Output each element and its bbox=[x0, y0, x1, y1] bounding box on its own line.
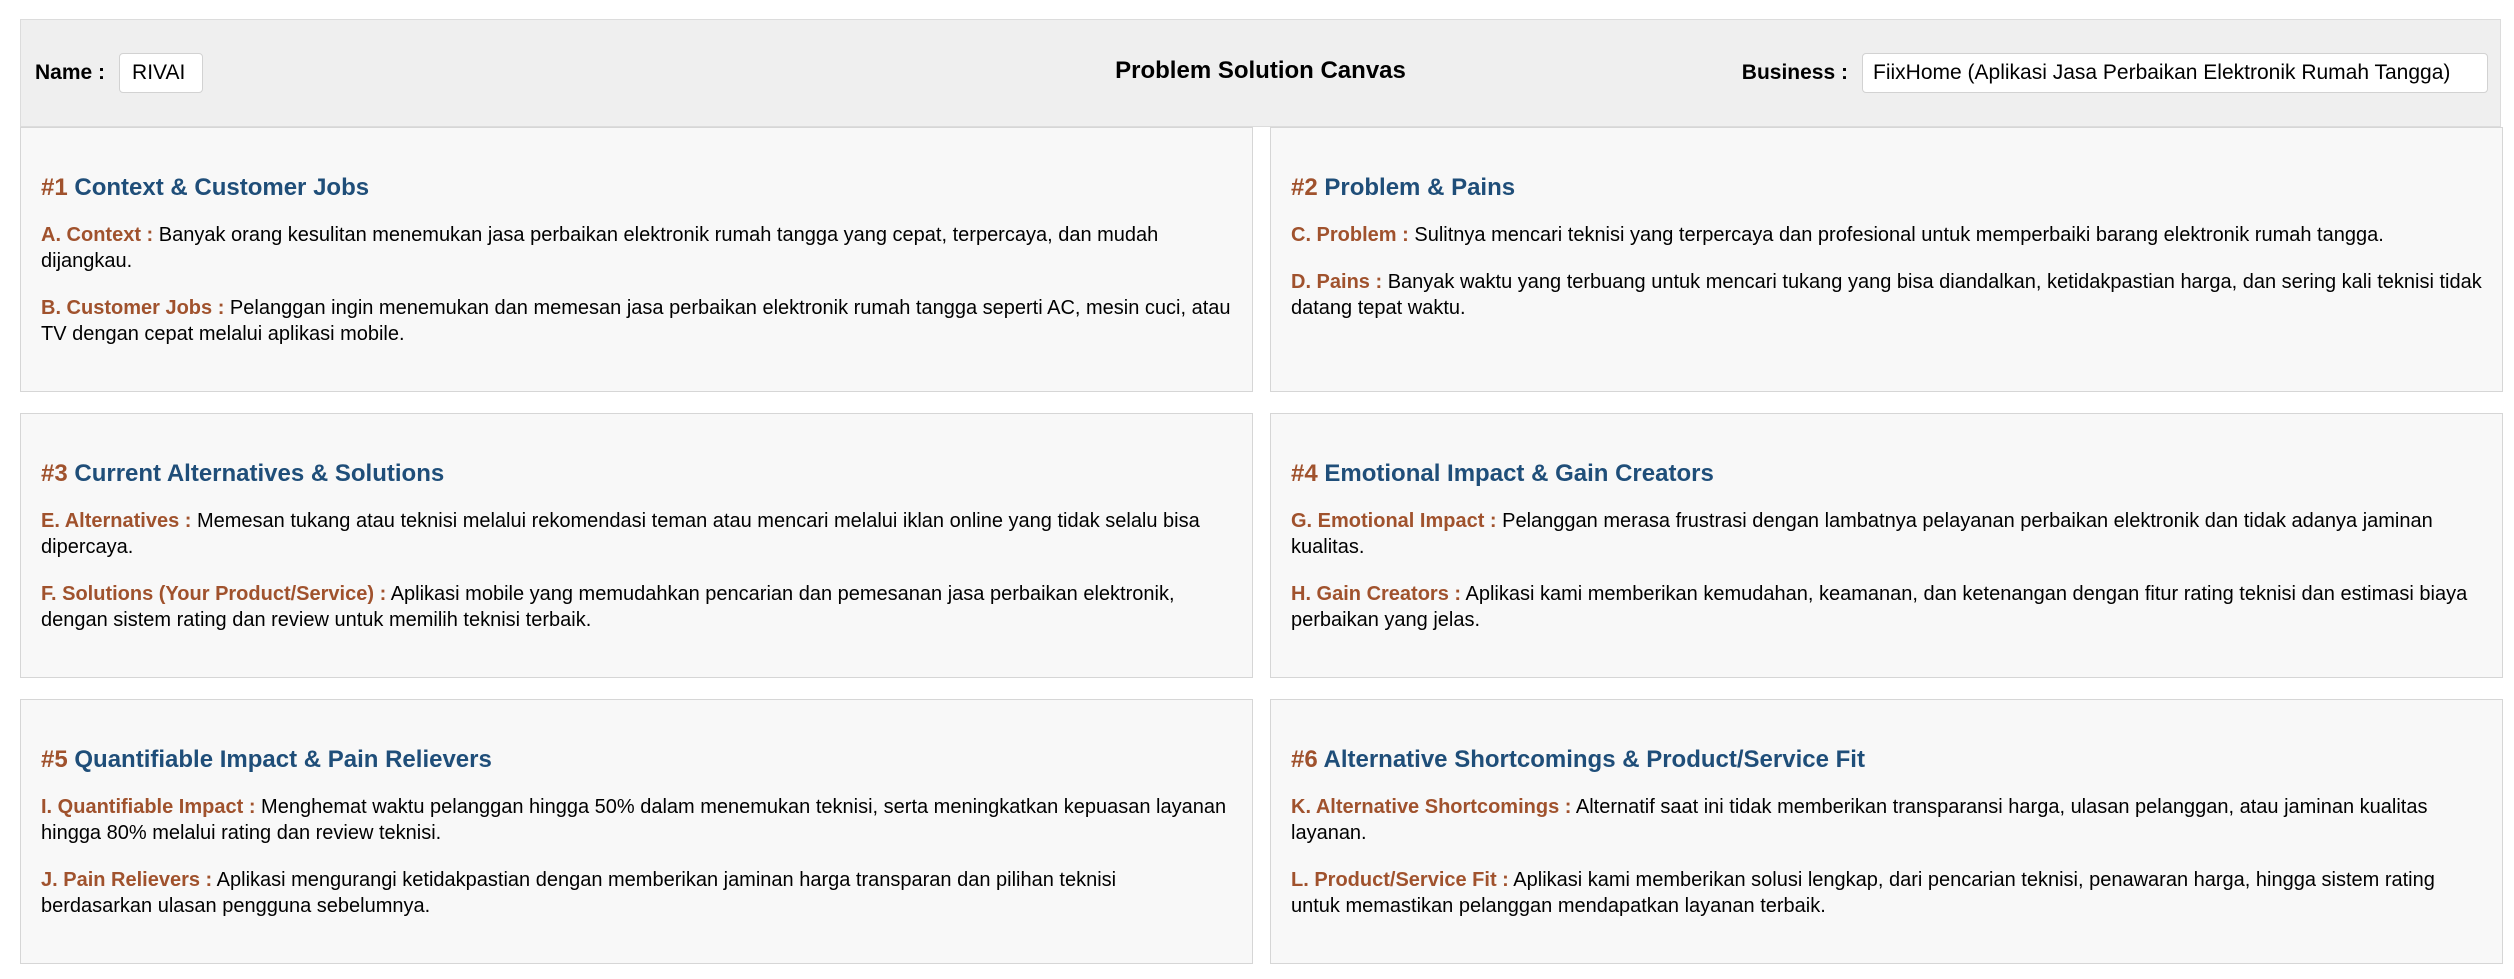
section-title: Quantifiable Impact & Pain Relievers bbox=[74, 746, 492, 773]
item-label: E. Alternatives : bbox=[41, 510, 192, 532]
item-text: Banyak waktu yang terbuang untuk mencari tukang yang bisa diandalkan, ketidakpastian harga, dan sering kali teknisi tidak datang tepat waktu. bbox=[1291, 271, 2482, 319]
item-text: Aplikasi mobile yang memudahkan pencarian dan pemesanan jasa perbaikan elektronik, dengan sistem rating dan review untuk memilih teknisi terbaik. bbox=[41, 583, 1175, 631]
item-label: I. Quantifiable Impact : bbox=[41, 796, 256, 818]
item-text: Aplikasi mengurangi ketidakpastian dengan memberikan jaminan harga transparan dan pilihan teknisi berdasarkan ulasan pengguna sebelumnya. bbox=[41, 869, 1117, 917]
section-heading bbox=[1291, 460, 2482, 488]
canvas-header bbox=[20, 19, 2501, 127]
section-title: Current Alternatives & Solutions bbox=[74, 460, 445, 487]
item-quantifiable-impact bbox=[41, 794, 1232, 846]
section-current-alternatives-solutions bbox=[20, 413, 1253, 678]
item-label: D. Pains : bbox=[1291, 271, 1383, 293]
item-problem bbox=[1291, 222, 2482, 248]
section-problem-pains bbox=[1270, 127, 2503, 392]
item-emotional-impact bbox=[1291, 508, 2482, 560]
section-number: #6 bbox=[1291, 746, 1318, 773]
item-context bbox=[41, 222, 1232, 274]
canvas-grid bbox=[20, 127, 2501, 963]
item-text: Aplikasi kami memberikan kemudahan, keamanan, dan ketenangan dengan fitur rating teknisi dan estimasi biaya perbaikan yang jelas. bbox=[1291, 583, 2468, 631]
name-input[interactable] bbox=[119, 53, 203, 93]
section-number: #5 bbox=[41, 746, 68, 773]
item-text: Banyak orang kesulitan menemukan jasa perbaikan elektronik rumah tangga yang cepat, terpercaya, dan mudah dijangkau. bbox=[41, 224, 1159, 272]
section-title: Emotional Impact & Gain Creators bbox=[1324, 460, 1714, 487]
item-text: Memesan tukang atau teknisi melalui rekomendasi teman atau mencari melalui iklan online yang tidak selalu bisa dipercaya. bbox=[41, 510, 1200, 558]
name-field-group bbox=[35, 53, 203, 93]
item-text: Aplikasi kami memberikan solusi lengkap, dari pencarian teknisi, penawaran harga, hingga sistem rating untuk memastikan pelanggan mendapatkan layanan terbaik. bbox=[1291, 869, 2435, 917]
item-text: Alternatif saat ini tidak memberikan transparansi harga, ulasan pelanggan, atau jaminan kualitas layanan. bbox=[1291, 796, 2428, 844]
section-title: Context & Customer Jobs bbox=[74, 174, 370, 201]
item-alternatives bbox=[41, 508, 1232, 560]
item-label: C. Problem : bbox=[1291, 224, 1409, 246]
section-quantifiable-impact-pain-relievers bbox=[20, 699, 1253, 964]
section-number: #2 bbox=[1291, 174, 1318, 201]
section-heading bbox=[41, 746, 1232, 774]
item-label: H. Gain Creators : bbox=[1291, 583, 1462, 605]
section-alternative-shortcomings-fit bbox=[1270, 699, 2503, 964]
item-label: B. Customer Jobs : bbox=[41, 297, 225, 319]
page-title: Problem Solution Canvas bbox=[1115, 57, 1406, 84]
section-heading bbox=[1291, 746, 2482, 774]
business-input[interactable] bbox=[1862, 53, 2488, 93]
section-heading bbox=[41, 174, 1232, 202]
section-title: Alternative Shortcomings & Product/Service Fit bbox=[1323, 746, 1865, 773]
item-alternative-shortcomings bbox=[1291, 794, 2482, 846]
item-label: K. Alternative Shortcomings : bbox=[1291, 796, 1572, 818]
item-text: Menghemat waktu pelanggan hingga 50% dalam menemukan teknisi, serta meningkatkan kepuasan layanan hingga 80% melalui rating dan review teknisi. bbox=[41, 796, 1227, 844]
section-heading bbox=[41, 460, 1232, 488]
section-emotional-impact-gain-creators bbox=[1270, 413, 2503, 678]
item-pains bbox=[1291, 269, 2482, 321]
item-text: Pelanggan merasa frustrasi dengan lambatnya pelayanan perbaikan elektronik dan tidak adanya jaminan kualitas. bbox=[1291, 510, 2433, 558]
item-pain-relievers bbox=[41, 867, 1232, 919]
section-number: #4 bbox=[1291, 460, 1318, 487]
item-label: F. Solutions (Your Product/Service) : bbox=[41, 583, 387, 605]
item-label: J. Pain Relievers : bbox=[41, 869, 213, 891]
item-product-service-fit bbox=[1291, 867, 2482, 919]
item-label: G. Emotional Impact : bbox=[1291, 510, 1497, 532]
item-gain-creators bbox=[1291, 581, 2482, 633]
section-heading bbox=[1291, 174, 2482, 202]
section-number: #1 bbox=[41, 174, 68, 201]
item-label: A. Context : bbox=[41, 224, 154, 246]
item-text: Pelanggan ingin menemukan dan memesan jasa perbaikan elektronik rumah tangga seperti AC, mesin cuci, atau TV dengan cepat melalui aplikasi mobile. bbox=[41, 297, 1231, 345]
section-context-customer-jobs bbox=[20, 127, 1253, 392]
item-text: Sulitnya mencari teknisi yang terpercaya dan profesional untuk memperbaiki barang elektronik rumah tangga. bbox=[1414, 224, 2384, 246]
name-label: Name : bbox=[35, 61, 106, 84]
problem-solution-canvas bbox=[20, 19, 2501, 963]
item-label: L. Product/Service Fit : bbox=[1291, 869, 1509, 891]
section-title: Problem & Pains bbox=[1324, 174, 1516, 201]
business-label: Business : bbox=[1741, 61, 1848, 84]
business-field-group bbox=[1742, 53, 2488, 93]
item-customer-jobs bbox=[41, 295, 1232, 347]
item-solutions bbox=[41, 581, 1232, 633]
section-number: #3 bbox=[41, 460, 68, 487]
